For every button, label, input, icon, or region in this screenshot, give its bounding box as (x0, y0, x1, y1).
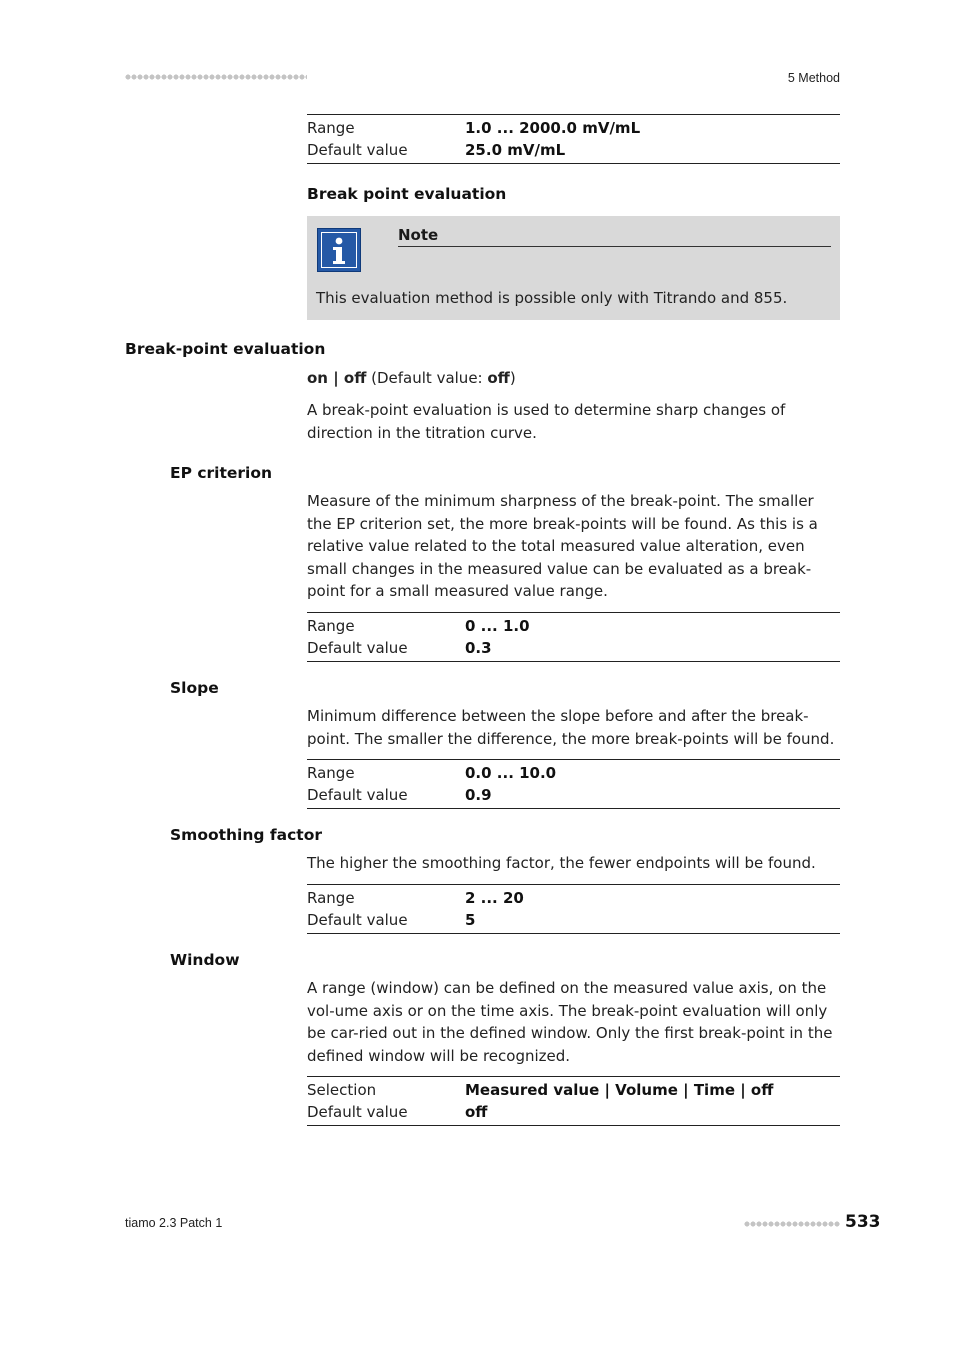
row-label: Selection (307, 1081, 377, 1099)
smoothing-factor-description: The higher the smoothing factor, the fewer endpoints will be found. (307, 854, 816, 872)
row-value: 0.0 ... 10.0 (465, 764, 557, 782)
note-text: This evaluation method is possible only with Titrando and 855. (316, 289, 788, 307)
options-default-value: off (487, 369, 510, 387)
bp-evaluation-heading: Break point evaluation (307, 185, 507, 203)
slope-title: Slope (170, 679, 219, 697)
row-label: Range (307, 617, 355, 635)
row-label: Default value (307, 911, 408, 929)
footer-decoration (744, 1219, 840, 1229)
table-row (307, 784, 840, 806)
note-title: Note (398, 226, 831, 247)
table-row (307, 615, 840, 637)
options-line (307, 367, 840, 390)
table-row (307, 637, 840, 659)
section-description: A break-point evaluation is used to determine sharp changes of direction in the titration curve. (307, 401, 786, 442)
table-row (307, 139, 840, 161)
table-row (307, 1101, 840, 1123)
top-parameter-table (307, 114, 840, 164)
note-box (307, 216, 840, 320)
header-section-title: 5 Method (787, 71, 840, 85)
table-row (307, 117, 840, 139)
row-value: 2 ... 20 (465, 889, 524, 907)
row-label: Range (307, 889, 355, 907)
slope-description: Minimum difference between the slope before and after the break-point. The smaller the difference, the more break-points will be found. (307, 707, 835, 748)
row-value: 1.0 ... 2000.0 mV/mL (465, 119, 641, 137)
options-values: on | off (307, 369, 367, 387)
row-label: Range (307, 764, 355, 782)
table-row (307, 887, 840, 909)
table-row (307, 762, 840, 784)
header-decoration (125, 72, 307, 82)
smoothing-factor-table (307, 884, 840, 934)
row-label: Default value (307, 141, 408, 159)
table-row (307, 1079, 840, 1101)
row-value: off (465, 1103, 488, 1121)
row-value: 0.3 (465, 639, 492, 657)
window-table (307, 1076, 840, 1126)
row-label: Default value (307, 639, 408, 657)
table-row (307, 909, 840, 931)
row-label: Default value (307, 1103, 408, 1121)
row-value: 0 ... 1.0 (465, 617, 530, 635)
footer-product: tiamo 2.3 Patch 1 (125, 1216, 223, 1230)
row-value: 5 (465, 911, 476, 929)
row-value: 0.9 (465, 786, 492, 804)
section-title: Break-point evaluation (125, 340, 326, 358)
slope-table (307, 759, 840, 809)
row-label: Range (307, 119, 355, 137)
window-title: Window (170, 951, 240, 969)
page-number: 533 (845, 1212, 881, 1232)
options-default-suffix: ) (509, 369, 516, 387)
window-description: A range (window) can be defined on the measured value axis, on the vol-ume axis or on the time axis. The break-point evaluation will only be car-ried out in the defined window. Only the first break-point in the defined window will be recognized. (307, 979, 833, 1065)
row-label: Default value (307, 786, 408, 804)
ep-criterion-table (307, 612, 840, 662)
row-value: 25.0 mV/mL (465, 141, 566, 159)
row-value: Measured value | Volume | Time | off (465, 1081, 774, 1099)
info-icon (317, 228, 361, 272)
smoothing-factor-title: Smoothing factor (170, 826, 322, 844)
ep-criterion-title: EP criterion (170, 464, 273, 482)
options-default-prefix: (Default value: (366, 369, 488, 387)
ep-criterion-description: Measure of the minimum sharpness of the break-point. The smaller the EP criterion set, the more break-points will be found. As this is a relative value related to the total measured value alteration, even small changes in the measured value can be evaluated as a break-point for a small measured value range. (307, 492, 818, 600)
